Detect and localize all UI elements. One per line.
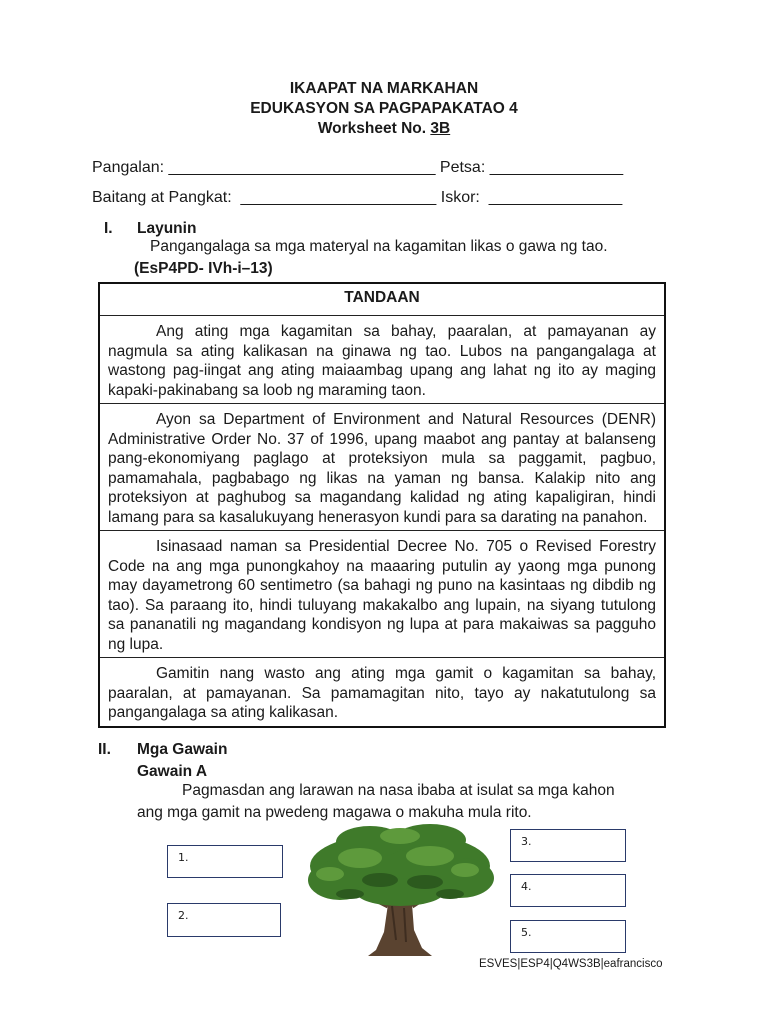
answer-box-2[interactable]: 2. bbox=[167, 903, 281, 937]
answer-box-1[interactable]: 1. bbox=[167, 845, 283, 878]
worksheet-prefix: Worksheet No. bbox=[317, 120, 431, 137]
tree-icon bbox=[300, 822, 500, 958]
instruction-line-2: ang mga gamit na pwedeng magawa o makuha mula rito. bbox=[137, 804, 532, 821]
section-1-number: I. bbox=[104, 220, 113, 237]
objective-text: Pangangalaga sa mga materyal na kagamitan likas o gawa ng tao. bbox=[150, 238, 608, 255]
instruction-line-1: Pagmasdan ang larawan na nasa ibaba at isulat sa mga kahon bbox=[182, 782, 615, 799]
header-line-2: EDUKASYON SA PAGPAPAKATAO 4 bbox=[250, 100, 518, 117]
worksheet-number: 3B bbox=[430, 120, 451, 137]
pangalan-petsa-line[interactable]: Pangalan: ______________________________ Petsa: _______________ bbox=[92, 159, 624, 176]
worksheet-title bbox=[0, 120, 768, 138]
header-line-1: IKAAPAT NA MARKAHAN bbox=[289, 80, 479, 97]
tandaan-paragraph-3: Isinasaad naman sa Presidential Decree No. 705 o Revised Forestry Code na ang mga punongkahoy na maaaring putulin ay yaong mga punong may dayametrong 60 sentimetro (sa bahagi ng puno na kasintaas ng dibdib ng tao). Sa paraang ito, hindi tuluyang makakalbo ang lupain, na siyang tutulong sa pananatili ng magandang kondisyon ng lupa at para makaiwas sa pagguho ng lupa. bbox=[108, 538, 656, 653]
section-2-title: Mga Gawain bbox=[137, 741, 228, 758]
answer-box-3[interactable]: 3. bbox=[510, 829, 626, 862]
tandaan-title: TANDAAN bbox=[344, 289, 420, 306]
footer-code: ESVES|ESP4|Q4WS3B|eafrancisco bbox=[479, 958, 663, 970]
answer-box-4[interactable]: 4. bbox=[510, 874, 626, 907]
answer-box-5[interactable]: 5. bbox=[510, 920, 626, 953]
gawain-a-title: Gawain A bbox=[137, 763, 208, 780]
tandaan-paragraph-1: Ang ating mga kagamitan sa bahay, paaralan, at pamayanan ay nagmula sa ating kalikasan na ginawa ng tao. Lubos na pangangalaga at wastong pag-iingat ang ating maiaambag upang ang lahat ng ito ay maging kapaki-pakinabang sa loob ng maraming taon. bbox=[108, 323, 656, 399]
tandaan-paragraph-2: Ayon sa Department of Environment and Natural Resources (DENR) Administrative Order No. 37 of 1996, upang maabot ang pantay at balanseng pang-ekonomiyang paglago at proteksiyon mula sa paggamit, pagbuo, pamamahala, pagbabago ng likas na yaman ng bansa. Kalakip nito ang proteksiyon at paghubog sa magandang kalidad ng ating kapaligiran, hindi lamang para sa kasalukuyang henerasyon kundi para sa darating na panahon. bbox=[108, 411, 656, 526]
baitang-iskor-line[interactable]: Baitang at Pangkat: ______________________ Iskor: _______________ bbox=[92, 189, 623, 206]
section-1-title: Layunin bbox=[137, 220, 197, 237]
objective-code: (EsP4PD- IVh-i–13) bbox=[134, 260, 273, 277]
tandaan-paragraph-4: Gamitin nang wasto ang ating mga gamit o kagamitan sa bahay, paaralan, at pamayanan. Sa pamamagitan nito, tayo ay nakatutulong sa pangangalaga sa ating kalikasan. bbox=[108, 665, 656, 721]
tandaan-box bbox=[98, 282, 666, 728]
section-2-number: II. bbox=[98, 741, 111, 758]
